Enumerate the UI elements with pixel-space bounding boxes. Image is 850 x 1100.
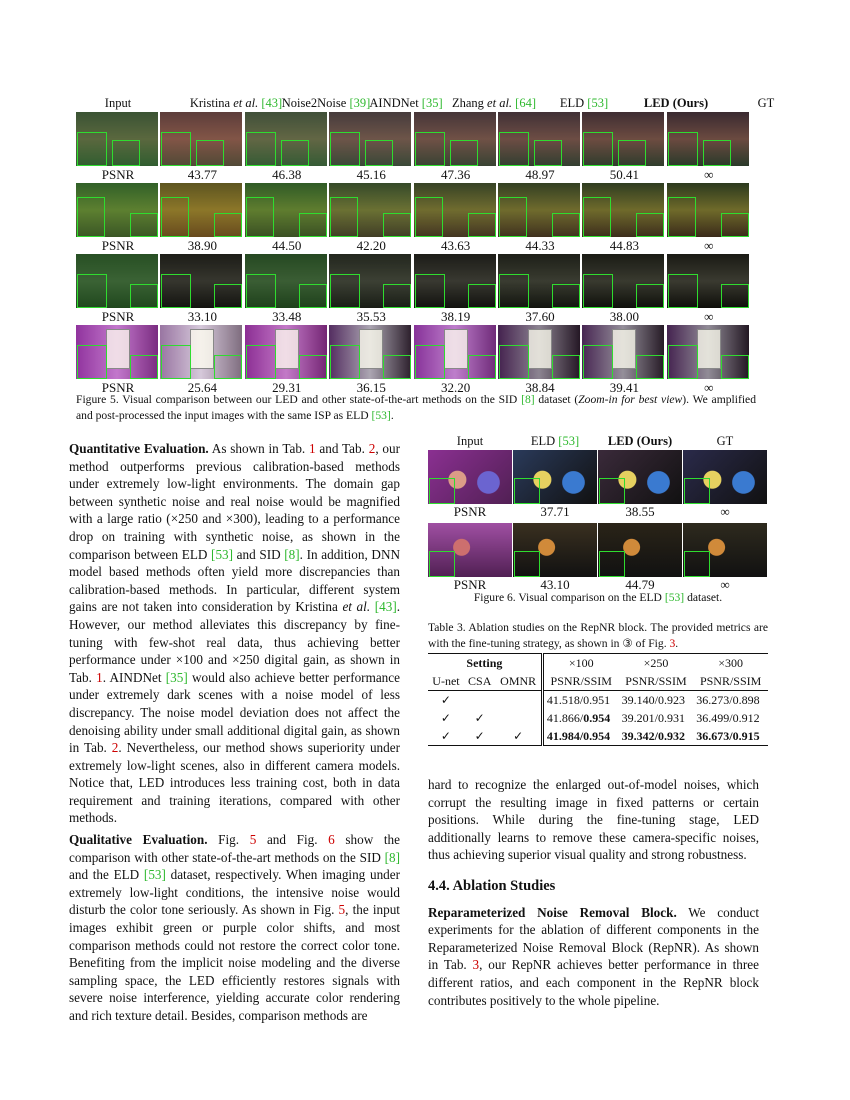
figure-5-row	[76, 254, 752, 328]
zoom-inset	[583, 345, 613, 379]
comparison-image	[598, 523, 682, 577]
zoom-inset	[668, 345, 698, 379]
comparison-image	[498, 183, 580, 237]
robustness-paragraph: hard to recognize the enlarged out-of-model noises, which corrupt the resulting image in fixed patterns or certain positions. While during the fine-tuning stage, LED additionally learns to remove these camera-specific noises, thus achieving superior visual quality and strong robustness.	[428, 777, 759, 863]
psnr-value: 42.20	[356, 238, 386, 253]
ratio-header-100: ×100	[568, 655, 594, 670]
psnr-value: 48.97	[525, 167, 555, 182]
check-cell: ✓	[440, 692, 451, 707]
zoom-inset	[415, 345, 445, 379]
psnr-value: 38.84	[525, 380, 555, 395]
figure-5-caption: Figure 5. Visual comparison between our LED and other state-of-the-art methods on the SID [8] dataset (Zoom-in for best view). We amplified and post-processed the input images with the same ISP as ELD [53].	[76, 393, 756, 422]
zoom-inset	[499, 197, 527, 237]
zoom-inset	[161, 345, 191, 379]
zoom-inset	[196, 140, 224, 166]
col-csa: CSA	[468, 673, 492, 688]
psnr-value: ∞	[704, 238, 714, 253]
metric-cell: 39.201/0.931	[621, 710, 685, 725]
psnr-label: PSNR	[101, 380, 135, 395]
check-cell: ✓	[474, 728, 485, 743]
psnr-value: 38.19	[440, 309, 471, 324]
zoom-inset	[77, 345, 107, 379]
comparison-image	[498, 325, 580, 379]
zoom-inset	[383, 355, 411, 379]
column-header: ELD [53]	[559, 96, 609, 110]
zoom-inset	[703, 140, 731, 166]
citation-link[interactable]: [53]	[587, 96, 609, 110]
column-header: Noise2Noise [39]	[281, 96, 371, 110]
psnr-value: 37.60	[525, 309, 555, 324]
zoom-inset	[552, 355, 580, 379]
table-ref-link[interactable]: 5	[249, 832, 257, 848]
zoom-inset	[214, 355, 242, 379]
psnr-value: 38.90	[187, 238, 218, 253]
table-ref-link[interactable]: 2	[111, 740, 119, 756]
zoom-inset	[330, 197, 358, 237]
zoom-inset	[534, 140, 562, 166]
zoom-inset	[499, 274, 529, 308]
metric-cell: 41.984/0.954	[546, 728, 611, 743]
comparison-image	[498, 254, 580, 308]
zoom-inset	[599, 478, 625, 504]
zoom-inset	[514, 551, 540, 577]
psnr-value: 46.38	[272, 167, 302, 182]
psnr-value: 50.41	[609, 167, 640, 182]
figure-6-caption: Figure 6. Visual comparison on the ELD [53] dataset.	[473, 591, 723, 604]
table-ref-link[interactable]: 2	[368, 441, 376, 456]
comparison-image	[329, 112, 411, 166]
citation-link[interactable]: [35]	[165, 669, 188, 685]
column-header: GT	[716, 434, 734, 448]
zoom-inset	[684, 551, 710, 577]
column-header: ELD [53]	[530, 434, 580, 448]
comparison-image	[414, 325, 496, 379]
comparison-image	[582, 112, 664, 166]
figure-6	[428, 432, 768, 612]
check-cell: ✓	[495, 727, 542, 746]
zoom-inset	[583, 197, 611, 237]
zoom-inset	[214, 213, 242, 237]
comparison-image	[582, 254, 664, 308]
table-row	[428, 709, 768, 727]
comparison-image	[513, 450, 597, 504]
col-metric: PSNR/SSIM	[625, 673, 687, 688]
comparison-image	[76, 112, 158, 166]
zoom-inset	[415, 274, 445, 308]
col-unet: U-net	[432, 673, 460, 688]
metric-cell: 36.273/0.898	[696, 692, 760, 707]
comparison-image	[428, 450, 512, 504]
zoom-inset	[161, 197, 189, 237]
citation-link[interactable]: [53]	[211, 546, 234, 562]
psnr-value: 44.83	[609, 238, 640, 253]
ratio-header-300: ×300	[718, 655, 744, 670]
repnr-paragraph: Reparameterized Noise Removal Block. We conduct experiments for the ablation of different components in the Reparameterized Noise Removal Block (RepNR). As shown in Tab. 3, our RepNR achieves better performance in three different ratios, and each component in the RepNR block contributes positively to the whole pipeline.	[428, 904, 759, 1008]
comparison-image	[667, 183, 749, 237]
comparison-image	[414, 254, 496, 308]
zoom-inset	[130, 355, 158, 379]
citation-link[interactable]: [53]	[558, 434, 580, 448]
metric-cell: 36.673/0.915	[696, 728, 760, 743]
qualitative-evaluation-paragraph: Qualitative Evaluation. Fig. 5 and Fig. 6 show the comparison with other state-of-the-art methods on the SID [8] and the ELD [53] dataset, respectively. When imaging under extremely low-light conditions, the intensive noise would disturb the color tone seriously. As shown in Fig. 5, the input images exhibit green or purple color shifts, and most comparison methods could not restore the correct color tone. Benefiting from the implicit noise modeling and the diverse sampling space, the LED efficiently restores signals with severe noise interference, yielding accurate color rendering and rich texture detail. Besides, comparison methods are	[69, 832, 401, 1023]
zoom-inset	[161, 132, 191, 166]
metric-cell: 41.518/0.951	[546, 692, 611, 707]
comparison-image	[414, 183, 496, 237]
psnr-value: 47.36	[440, 167, 471, 182]
check-cell	[495, 691, 542, 710]
zoom-inset	[365, 140, 393, 166]
zoom-inset	[214, 284, 242, 308]
citation-link[interactable]: [8]	[521, 393, 535, 406]
zoom-inset	[246, 345, 276, 379]
zoom-inset	[246, 132, 276, 166]
col-metric: PSNR/SSIM	[699, 673, 762, 688]
comparison-image	[245, 254, 327, 308]
column-header: LED (Ours)	[643, 96, 709, 110]
psnr-value: 33.10	[187, 309, 218, 324]
zoom-inset	[330, 345, 360, 379]
zoom-inset	[77, 197, 105, 237]
comparison-image	[245, 325, 327, 379]
psnr-value: 45.16	[356, 167, 386, 182]
psnr-label: PSNR	[101, 238, 135, 253]
psnr-value: 38.00	[609, 309, 640, 324]
zoom-inset	[130, 213, 158, 237]
zoom-inset	[77, 274, 107, 308]
comparison-image	[160, 112, 242, 166]
citation-link[interactable]: [43]	[258, 96, 283, 110]
zoom-inset	[514, 478, 540, 504]
check-cell: ✓	[440, 710, 451, 725]
psnr-value: ∞	[704, 309, 714, 324]
setting-header: Setting	[428, 654, 542, 673]
citation-link[interactable]: [53]	[371, 408, 391, 422]
right-column	[428, 776, 759, 1009]
metric-cell: 39.342/0.932	[621, 728, 685, 743]
psnr-value: 43.10	[540, 577, 570, 592]
column-header: LED (Ours)	[607, 434, 673, 448]
table-3-caption: Table 3. Ablation studies on the RepNR block. The provided metrics are with the fine-tuning strategy, as shown in ③ of Fig. 3.	[428, 621, 768, 650]
zoom-inset	[721, 213, 749, 237]
check-cell	[464, 691, 496, 710]
zoom-inset	[429, 478, 455, 504]
table-3	[428, 653, 768, 746]
psnr-label: PSNR	[101, 167, 135, 182]
comparison-image	[329, 254, 411, 308]
psnr-value: 33.48	[272, 309, 302, 324]
zoom-inset	[636, 284, 664, 308]
zoom-inset	[552, 213, 580, 237]
zoom-inset	[636, 213, 664, 237]
check-cell: ✓	[474, 710, 485, 725]
figure-5-row	[76, 112, 752, 186]
zoom-inset	[77, 132, 107, 166]
psnr-value: 43.77	[187, 167, 218, 182]
table-subheader-row	[428, 672, 768, 691]
table-ref-link[interactable]: 5	[338, 902, 346, 918]
zoom-inset	[684, 478, 710, 504]
zoom-inset	[618, 140, 646, 166]
quantitative-evaluation-paragraph: Quantitative Evaluation. As shown in Tab. 1 and Tab. 2, our method outperforms previous calibration-based methods under extremely low-light environments. The domain gap between synthetic noise and real noise would be magnified with a large ratio (×250 and ×300), leading to a performance drop on training with synthetic noise, as shown in the comparison between ELD [53] and SID [8]. In addition, DNN model based methods often yield more discrepancies than calibration-based methods. In particular, different system gains are not taken into consideration by Kristina et al. [43]. However, our method alleviates this discrepancy by fine-tuning with few-shot real data, thus achieving better performance under ×100 and ×250 digital gain, as shown in Tab. 1. AINDNet [35] would also achieve better performance under extremely dark scenes with a noise model of less discrepancy. The noise model deviation does not affect the denoising ability under small additional digital gain, as shown in Tab. 2. Nevertheless, our method shows superiority under extremely low-light scenes, also in different camera models. Notice that, LED introduces less training cost, both in data requirement and training iterations, compared with other methods.	[69, 441, 401, 826]
comparison-image	[414, 112, 496, 166]
psnr-value: 44.33	[525, 238, 555, 253]
column-header: GT	[757, 96, 775, 110]
psnr-value: 32.20	[440, 380, 471, 395]
psnr-label: PSNR	[101, 309, 135, 324]
citation-link[interactable]: [8]	[284, 546, 300, 562]
zoom-inset	[112, 140, 140, 166]
zoom-inset	[668, 274, 698, 308]
table-ref-link[interactable]: 1	[96, 669, 103, 685]
citation-link[interactable]: [8]	[384, 849, 400, 865]
zoom-inset	[450, 140, 478, 166]
zoom-inset	[299, 213, 327, 237]
zoom-inset	[468, 213, 496, 237]
psnr-value: 25.64	[187, 380, 218, 395]
psnr-value: 38.55	[625, 504, 655, 519]
comparison-image	[667, 325, 749, 379]
psnr-value: 44.50	[272, 238, 302, 253]
check-cell	[495, 709, 542, 727]
comparison-image	[513, 523, 597, 577]
comparison-image	[160, 254, 242, 308]
metric-cell: 39.140/0.923	[621, 692, 685, 707]
zoom-inset	[636, 355, 664, 379]
table-row	[428, 691, 768, 710]
zoom-inset	[499, 132, 529, 166]
comparison-image	[428, 523, 512, 577]
psnr-label: PSNR	[453, 577, 487, 592]
zoom-inset	[583, 274, 613, 308]
column-header: AINDNet [35]	[369, 96, 443, 110]
table-ref-link[interactable]: 3	[472, 957, 480, 973]
comparison-image	[160, 183, 242, 237]
psnr-value: 44.79	[625, 577, 655, 592]
zoom-inset	[246, 274, 276, 308]
zoom-inset	[721, 284, 749, 308]
table-row	[428, 727, 768, 746]
zoom-inset	[668, 197, 696, 237]
comparison-image	[76, 325, 158, 379]
citation-link[interactable]: [53]	[664, 591, 685, 604]
zoom-inset	[130, 284, 158, 308]
citation-link[interactable]: [39]	[349, 96, 371, 110]
zoom-inset	[299, 355, 327, 379]
comparison-image	[582, 325, 664, 379]
psnr-value: 37.71	[540, 504, 570, 519]
column-header: Input	[456, 434, 484, 448]
comparison-image	[667, 112, 749, 166]
comparison-image	[683, 523, 767, 577]
psnr-value: 39.41	[609, 380, 640, 395]
left-column	[69, 440, 400, 1025]
figure-5-row	[76, 325, 752, 399]
zoom-inset	[721, 355, 749, 379]
zoom-inset	[383, 284, 411, 308]
psnr-value: ∞	[720, 577, 730, 592]
psnr-value: ∞	[704, 167, 714, 182]
comparison-image	[683, 450, 767, 504]
citation-link[interactable]: [64]	[512, 96, 536, 110]
zoom-inset	[330, 132, 360, 166]
metric-cell: 36.499/0.912	[696, 710, 760, 725]
comparison-image	[76, 254, 158, 308]
col-metric: PSNR/SSIM	[550, 673, 612, 688]
citation-link[interactable]: [35]	[421, 96, 443, 110]
ratio-header-250: ×250	[643, 655, 669, 670]
zoom-inset	[429, 551, 455, 577]
psnr-value: 43.63	[440, 238, 471, 253]
zoom-inset	[415, 197, 443, 237]
zoom-inset	[468, 284, 496, 308]
comparison-image	[245, 183, 327, 237]
figure-5-row	[76, 183, 752, 257]
psnr-value: 35.53	[356, 309, 386, 324]
citation-link[interactable]: [43]	[374, 599, 397, 615]
section-title: 4.4. Ablation Studies	[428, 877, 556, 894]
zoom-inset	[281, 140, 309, 166]
psnr-value: ∞	[720, 504, 730, 519]
zoom-inset	[161, 274, 191, 308]
figure-ref-link[interactable]: 3	[669, 636, 676, 650]
zoom-inset	[299, 284, 327, 308]
check-cell: ✓	[440, 728, 451, 743]
comparison-image	[329, 183, 411, 237]
zoom-inset	[668, 132, 698, 166]
zoom-inset	[552, 284, 580, 308]
comparison-image	[667, 254, 749, 308]
psnr-value: ∞	[704, 380, 714, 395]
column-header: Input	[104, 96, 132, 110]
zoom-inset	[499, 345, 529, 379]
comparison-image	[598, 450, 682, 504]
psnr-value: 36.15	[356, 380, 386, 395]
zoom-inset	[330, 274, 360, 308]
psnr-value: 29.31	[272, 380, 302, 395]
zoom-inset	[583, 132, 613, 166]
table-ref-link[interactable]: 6	[328, 832, 335, 848]
zoom-inset	[415, 132, 445, 166]
comparison-image	[498, 112, 580, 166]
zoom-inset	[383, 213, 411, 237]
column-header: Kristina et al. [43]	[189, 96, 283, 110]
psnr-label: PSNR	[453, 504, 487, 519]
zoom-inset	[246, 197, 274, 237]
column-header: Zhang et al. [64]	[451, 96, 536, 110]
comparison-image	[76, 183, 158, 237]
comparison-image	[582, 183, 664, 237]
col-omnr: OMNR	[495, 672, 542, 691]
citation-link[interactable]: [53]	[143, 867, 166, 883]
zoom-inset	[468, 355, 496, 379]
comparison-image	[245, 112, 327, 166]
table-header-row	[428, 654, 768, 673]
comparison-image	[160, 325, 242, 379]
metric-cell: 41.866/0.954	[546, 710, 611, 725]
table-ref-link[interactable]: 1	[309, 441, 316, 456]
zoom-inset	[599, 551, 625, 577]
comparison-image	[329, 325, 411, 379]
